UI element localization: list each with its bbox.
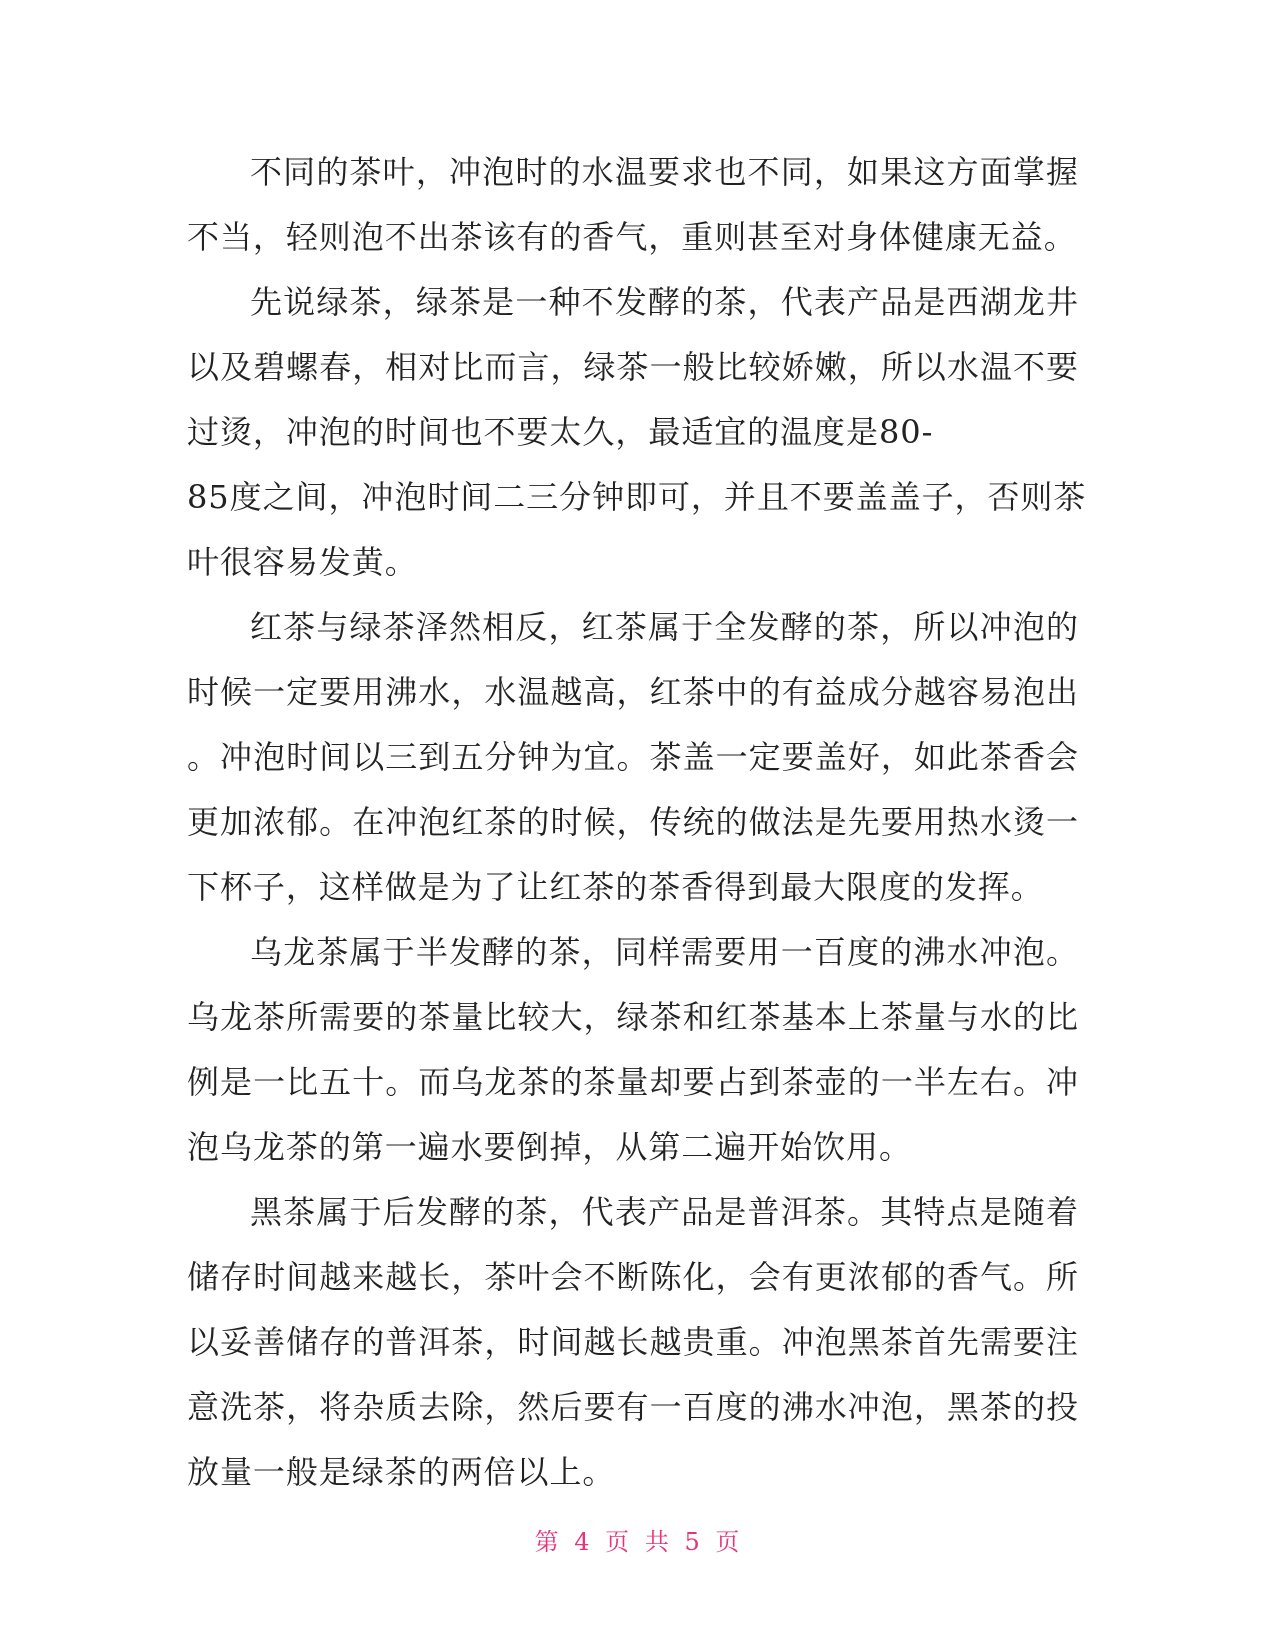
paragraph-line: 先说绿茶，绿茶是一种不发酵的茶，代表产品是西湖龙井 [250, 283, 1079, 321]
paragraph-line: 。冲泡时间以三到五分钟为宜。茶盖一定要盖好，如此茶香会 [187, 738, 1079, 776]
paragraph-line: 85度之间，冲泡时间二三分钟即可，并且不要盖盖子，否则茶 [187, 478, 1087, 516]
paragraph-line: 更加浓郁。在冲泡红茶的时候，传统的做法是先要用热水烫一 [187, 803, 1079, 841]
paragraph-line: 储存时间越来越长，茶叶会不断陈化，会有更浓郁的香气。所 [187, 1258, 1079, 1296]
paragraph-line: 不同的茶叶，冲泡时的水温要求也不同，如果这方面掌握 [250, 153, 1079, 191]
paragraph-line: 意洗茶，将杂质去除，然后要有一百度的沸水冲泡，黑茶的投 [187, 1388, 1079, 1426]
paragraph-line: 叶很容易发黄。 [187, 543, 418, 581]
paragraph-dark-tea [187, 1180, 1079, 1505]
paragraph-line: 红茶与绿茶泽然相反，红茶属于全发酵的茶，所以冲泡的 [250, 608, 1079, 646]
footer-current-page: 4 [574, 1528, 591, 1556]
paragraph-water-temperature [187, 140, 1079, 270]
paragraph-green-tea [187, 270, 1087, 595]
paragraph-line: 黑茶属于后发酵的茶，代表产品是普洱茶。其特点是随着 [250, 1193, 1079, 1231]
paragraph-line: 下杯子，这样做是为了让红茶的茶香得到最大限度的发挥。 [187, 868, 1044, 906]
paragraph-line: 以妥善储存的普洱茶，时间越长越贵重。冲泡黑茶首先需要注 [187, 1323, 1079, 1361]
footer-total-pages: 5 [684, 1528, 701, 1556]
paragraph-line: 例是一比五十。而乌龙茶的茶量却要占到茶壶的一半左右。冲 [187, 1063, 1079, 1101]
document-body [187, 140, 1087, 1505]
footer-total-unit: 页 [715, 1528, 741, 1556]
footer-prefix: 第 [534, 1528, 560, 1556]
footer-total-prefix: 共 [644, 1528, 670, 1556]
paragraph-line: 泡乌龙茶的第一遍水要倒掉，从第二遍开始饮用。 [187, 1128, 912, 1166]
paragraph-line: 不当，轻则泡不出茶该有的香气，重则甚至对身体健康无益。 [187, 218, 1077, 256]
paragraph-line: 乌龙茶所需要的茶量比较大，绿茶和红茶基本上茶量与水的比 [187, 998, 1079, 1036]
paragraph-line: 以及碧螺春，相对比而言，绿茶一般比较娇嫩，所以水温不要 [187, 348, 1079, 386]
paragraph-oolong-tea [187, 920, 1079, 1180]
paragraph-line: 乌龙茶属于半发酵的茶，同样需要用一百度的沸水冲泡。 [250, 933, 1079, 971]
footer-page-unit: 页 [605, 1528, 631, 1556]
paragraph-black-tea [187, 595, 1079, 920]
paragraph-line: 时候一定要用沸水，水温越高，红茶中的有益成分越容易泡出 [187, 673, 1079, 711]
page-number-footer [0, 1527, 1275, 1557]
paragraph-line: 过烫，冲泡的时间也不要太久，最适宜的温度是80- [187, 413, 934, 451]
paragraph-line: 放量一般是绿茶的两倍以上。 [187, 1453, 616, 1491]
